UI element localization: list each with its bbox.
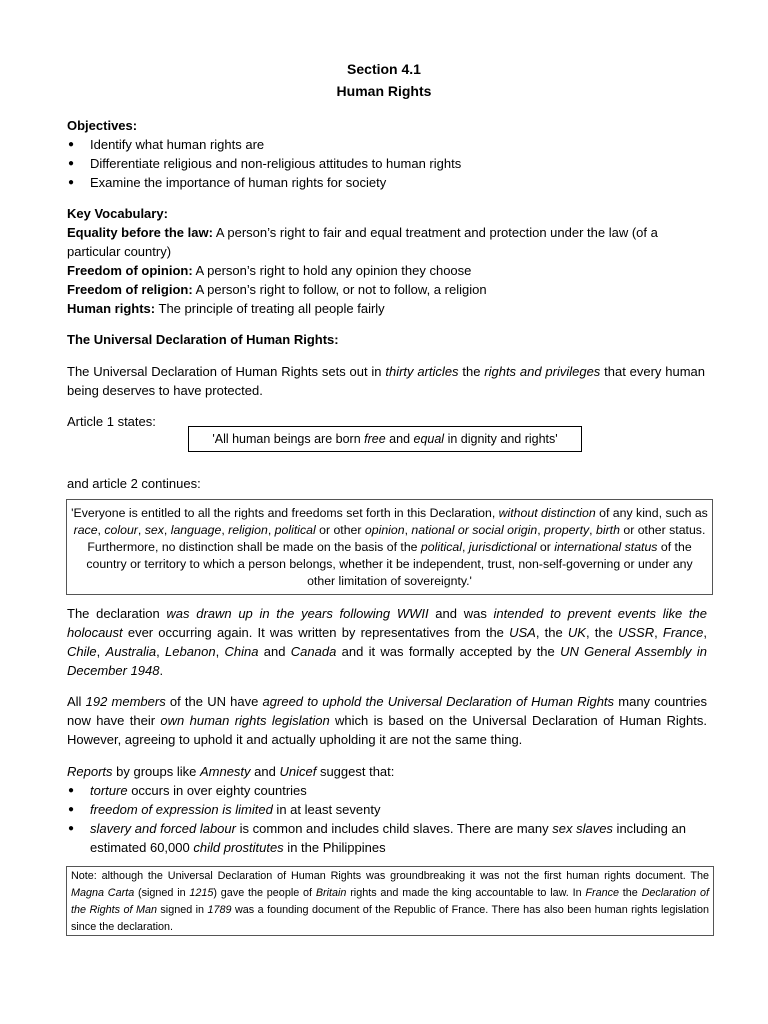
text-run-italic: 1789 (207, 904, 232, 916)
vocab-entry (67, 223, 705, 261)
text-run: and (385, 432, 414, 446)
vocab-term: Freedom of religion: (67, 282, 193, 297)
text-run: , (461, 540, 469, 554)
text-run-italic: child prostitutes (193, 840, 284, 855)
text-run-italic: property (544, 523, 590, 537)
text-run-italic: sex slaves (552, 821, 613, 836)
text-run: (signed in (134, 887, 190, 899)
text-run: , (703, 625, 707, 640)
text-run-italic: France (662, 625, 704, 640)
text-run: and it was formally accepted by the (336, 644, 561, 659)
objectives (67, 116, 705, 192)
text-run-italic: UN General Assembly in December 1948 (67, 644, 707, 678)
objectives-list (67, 135, 705, 192)
objective-item: ● Examine the importance of human rights for society (67, 173, 705, 192)
text-run-italic: race (73, 523, 98, 537)
history-paragraph (67, 604, 707, 680)
text-run: and (258, 644, 291, 659)
text-run-italic: sex (144, 523, 164, 537)
text-run: signed in (156, 904, 208, 916)
objective-item: ● Identify what human rights are (67, 135, 705, 154)
text-run-italic: language (170, 523, 222, 537)
udhr-heading: The Universal Declaration of Human Rights: (67, 332, 339, 347)
text-run-italic: Lebanon (165, 644, 216, 659)
text-run-italic: Unicef (279, 764, 317, 779)
text-run: ) gave the people of (213, 887, 316, 899)
text-run: which is based on the Universal Declaration of Human Rights. However, agreeing to uphold it and actually upholding it are not the same thing. (67, 713, 707, 747)
objectives-heading: Objectives: (67, 118, 138, 133)
text-run: of any kind, such as (595, 506, 708, 520)
text-run: 'Everyone is entitled to all the rights and freedoms set forth in this Declaration, (71, 506, 499, 520)
note-box (66, 866, 714, 936)
text-run: , (97, 523, 105, 537)
text-run-italic: free (364, 432, 386, 446)
text-run-italic: Reports (67, 764, 113, 779)
udhr-intro-paragraph (67, 362, 705, 400)
text-run: of the country or territory to which a person belongs, whether it be independent, trust, non-self-governing or under any other limitation of sovereignty.' (86, 540, 693, 588)
text-run-italic: Australia (105, 644, 157, 659)
text-run-italic: Britain (315, 887, 347, 899)
text-run-italic: Declaration of the Rights of Man (71, 887, 709, 916)
text-run: occurs in over eighty countries (127, 783, 307, 798)
text-run: rights and made the king accountable to law. In (346, 887, 586, 899)
text-run: was a founding document of the Republic of France. There has also been human rights legislation since the declaration. (71, 904, 709, 933)
article1-quote-box (188, 426, 582, 452)
text-run-italic: without distinction (498, 506, 596, 520)
text-run-italic: colour (104, 523, 138, 537)
text-run-italic: 1215 (189, 887, 214, 899)
text-run-italic: Magna Carta (71, 887, 135, 899)
text-run-italic: agreed to uphold the Universal Declaration of Human Rights (262, 694, 615, 709)
text-run-italic: religion (228, 523, 268, 537)
page-title: Human Rights (336, 83, 432, 99)
text-run-italic: national or social origin (411, 523, 538, 537)
report-item (67, 800, 707, 819)
text-run-italic: Amnesty (199, 764, 251, 779)
key-vocabulary (67, 204, 705, 318)
text-run: , the (535, 625, 568, 640)
text-run-italic: jurisdictional (468, 540, 537, 554)
text-run: , (137, 523, 145, 537)
text-run: and (250, 764, 280, 779)
text-run: , (537, 523, 545, 537)
article2-label: and article 2 continues: (67, 476, 201, 491)
text-run-italic: France (585, 887, 619, 899)
text-run: by groups like (112, 764, 200, 779)
members-paragraph (67, 692, 707, 749)
text-run: of the UN have (165, 694, 263, 709)
objective-item: ● Differentiate religious and non-religious attitudes to human rights (67, 154, 705, 173)
text-run: Note: although the Universal Declaration of Human Rights was groundbreaking it was not the first human rights document. The (71, 870, 709, 882)
text-run-italic: USA (509, 625, 536, 640)
text-run-italic: China (224, 644, 259, 659)
text-run: including an estimated 60,000 (90, 821, 686, 855)
article2-quote-box (66, 499, 713, 595)
text-run-italic: UK (567, 625, 586, 640)
text-run-italic: rights and privileges (484, 364, 601, 379)
article1-label: Article 1 states: (67, 414, 156, 429)
report-item (67, 781, 707, 800)
text-run-italic: political (274, 523, 316, 537)
report-item (67, 819, 707, 857)
text-run: , the (585, 625, 618, 640)
text-run: , (215, 644, 225, 659)
vocab-definition: The principle of treating all people fairly (155, 301, 385, 316)
text-run: , (589, 523, 597, 537)
vocab-definition: A person’s right to fair and equal treatment and protection under the law (of a particular country) (67, 225, 658, 259)
vocab-heading: Key Vocabulary: (67, 206, 168, 221)
vocab-entry (67, 299, 705, 318)
text-run-italic: political (420, 540, 462, 554)
text-run: , (163, 523, 171, 537)
text-run: is common and includes child slaves. There are many (235, 821, 553, 836)
vocab-entry (67, 280, 705, 299)
text-run: , (221, 523, 229, 537)
vocab-definition: A person’s right to follow, or not to follow, a religion (192, 282, 487, 297)
text-run: many countries now have their (67, 694, 707, 728)
text-run: , (96, 644, 106, 659)
text-run: or (536, 540, 555, 554)
vocab-term: Freedom of opinion: (67, 263, 193, 278)
text-run: and was (428, 606, 494, 621)
reports-intro (67, 762, 707, 781)
text-run-italic: equal (413, 432, 445, 446)
text-run-italic: Chile (67, 644, 97, 659)
text-run: the (618, 887, 642, 899)
reports-list (67, 781, 707, 857)
section-number: Section 4.1 (347, 61, 421, 77)
text-run-italic: own human rights legislation (160, 713, 330, 728)
text-run-italic: torture (90, 783, 128, 798)
text-run: The Universal Declaration of Human Rights sets out in (67, 364, 386, 379)
text-run: , (156, 644, 166, 659)
text-run: The declaration (67, 606, 167, 621)
text-run-italic: was drawn up in the years following WWII (166, 606, 429, 621)
text-run: . (159, 663, 164, 678)
text-run: the (458, 364, 485, 379)
text-run-italic: international status (554, 540, 658, 554)
text-run-italic: freedom of expression is limited (90, 802, 273, 817)
text-run-italic: USSR (617, 625, 655, 640)
text-run: , (654, 625, 663, 640)
text-run-italic: intended to prevent events like the holocaust (67, 606, 707, 640)
text-run-italic: birth (596, 523, 620, 537)
text-run: that every human being deserves to have protected. (67, 364, 705, 398)
text-run: , (404, 523, 412, 537)
vocab-term: Equality before the law: (67, 225, 213, 240)
text-run-italic: 192 members (85, 694, 166, 709)
text-run-italic: slavery and forced labour (90, 821, 236, 836)
text-run: or other status. Furthermore, no distinction shall be made on the basis of the (87, 523, 706, 554)
text-run: in at least seventy (272, 802, 381, 817)
vocab-entry (67, 261, 705, 280)
text-run-italic: thirty articles (385, 364, 459, 379)
text-run: suggest that: (316, 764, 395, 779)
vocab-definition: A person’s right to hold any opinion they choose (192, 263, 472, 278)
text-run: All (67, 694, 86, 709)
text-run: , (267, 523, 275, 537)
text-run-italic: opinion (364, 523, 405, 537)
text-run: ever occurring again. It was written by representatives from the (122, 625, 510, 640)
text-run: in dignity and rights' (444, 432, 558, 446)
text-run: in the Philippines (283, 840, 386, 855)
text-run: 'All human beings are born (212, 432, 365, 446)
text-run-italic: Canada (290, 644, 337, 659)
reports-section (67, 762, 707, 857)
vocab-term: Human rights: (67, 301, 156, 316)
text-run: or other (315, 523, 365, 537)
